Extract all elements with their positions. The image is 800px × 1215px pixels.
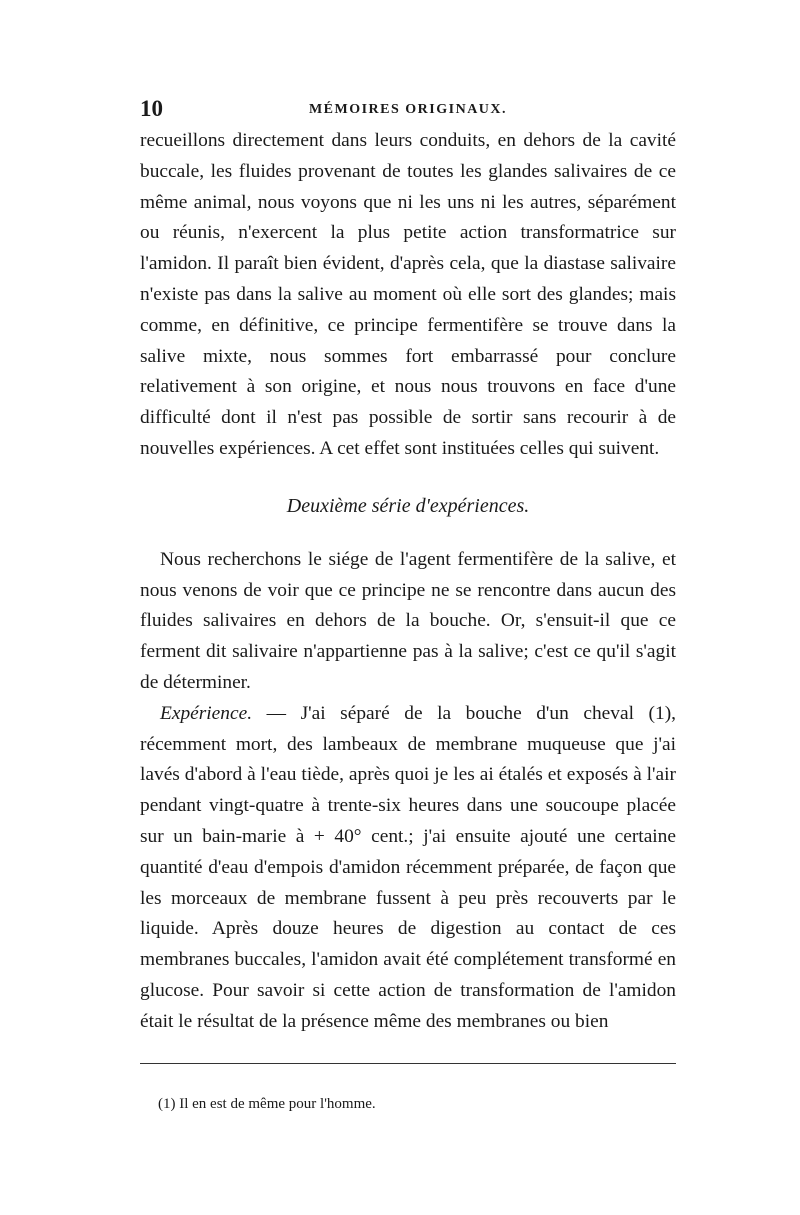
- running-head: [140, 96, 676, 126]
- body-paragraph-intro: Nous recherchons le siége de l'agent fermentifère de la salive, et nous venons de voir que ce principe ne se rencontre dans aucun des fluides salivaires en dehors de la bouche. Or, s'ensuit-il que ce ferment dit salivaire n'appartienne pas à la salive; c'est ce qu'il s'agit de déterminer.: [140, 548, 676, 693]
- experiment-paragraph: [140, 699, 676, 1038]
- page-number: 10: [140, 96, 163, 121]
- body-paragraph-continued: recueillons directement dans leurs conduits, en dehors de la cavité buccale, les fluides provenant de toutes les glandes salivaires de ce même animal, nous voyons que ni les uns ni les autres, séparément ou réunis, n'exercent la plus petite action transformatrice sur l'amidon. Il paraît bien évident, d'après cela, que la diastase salivaire n'existe pas dans la salive au moment où elle sort des glandes; mais comme, en définitive, ce principe fermentifère se trouve dans la salive mixte, nous sommes fort embarrassé pour conclure relativement à son origine, et nous nous trouvons en face d'une difficulté dont il n'est pas possible de sortir sans recourir à de nouvelles expériences. A cet effet sont instituées celles qui suivent.: [140, 130, 676, 459]
- book-page: [140, 96, 676, 1176]
- footnote: (1) Il en est de même pour l'homme.: [158, 1096, 376, 1112]
- running-title: MÉMOIRES ORIGINAUX.: [308, 102, 508, 117]
- section-heading: Deuxième série d'expériences.: [286, 494, 530, 517]
- experiment-lead: Expérience.: [160, 702, 253, 724]
- footnote-divider: [140, 1063, 676, 1064]
- experiment-text: — J'ai séparé de la bouche d'un cheval (1), récemment mort, des lambeaux de membrane muqueuse que j'ai lavés d'abord à l'eau tiède, après quoi je les ai étalés et exposés à l'air pendant vingt-quatre à trente-six heures dans une soucoupe placée sur un bain-marie à + 40° cent.; j'ai ensuite ajouté une certaine quantité d'eau d'empois d'amidon récemment préparée, de façon que les morceaux de membrane fussent à peu près recouverts par le liquide. Après douze heures de digestion au contact de ces membranes buccales, l'amidon avait été complétement transformé en glucose. Pour savoir si cette action de transformation de l'amidon était le résultat de la présence même des membranes ou bien: [140, 702, 676, 1032]
